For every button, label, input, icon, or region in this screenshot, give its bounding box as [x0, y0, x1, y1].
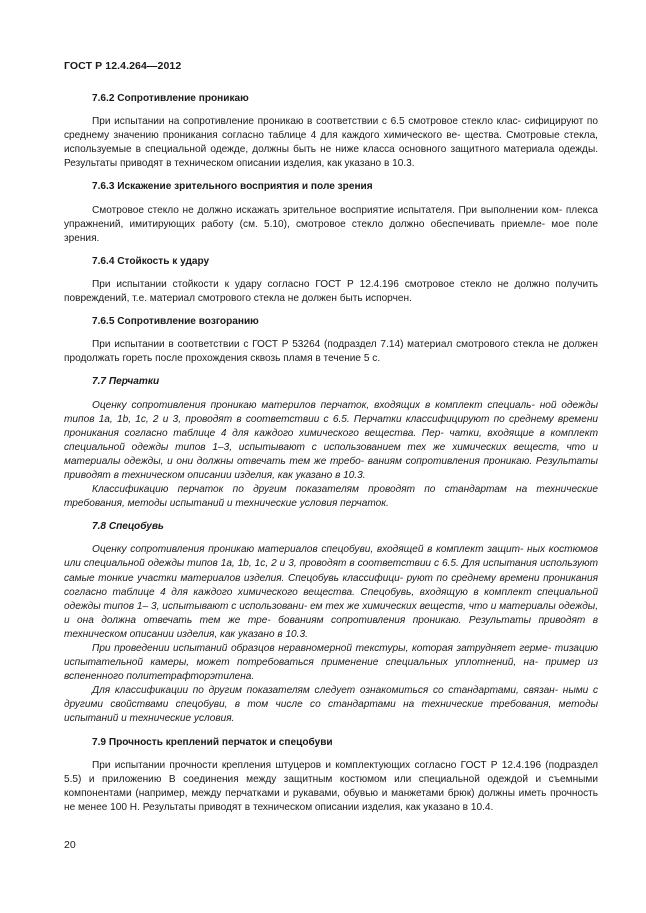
heading-7-6-2: 7.6.2 Сопротивление проникаю — [92, 93, 249, 104]
paragraph: При испытании на сопротивление проникаю в соответствии с 6.5 смотровое стекло клас- сифицируют по среднему значению проникания согласно таблице 4 для каждого химического ве- щества. Смотровые стекла, используемые в специальной одежде, должны быть не ниже класса основного защитного материала одежды. Результаты приводят в техническом описании изделия, как указано в 10.3. — [64, 116, 598, 170]
heading-7-6-5: 7.6.5 Сопротивление возгоранию — [92, 316, 259, 328]
paragraph: Оценку сопротивления проникаю материлов перчаток, входящих в комплект специаль- ной одежды типов 1а, 1b, 1с, 2 и 3, проводят в соответствии с 6.5. Перчатки классифицируют по среднему времени проникания согласно таблице 4 для каждого химического вещества. Пер- чатки, входящие в комплект специальной одежды типов 1–3, испытывают с использованием тех же химических веществ, что и материалы одежды, и они должны отвечать тем же требо- ваниям сопротивления проникаю. Результаты приводят в техническом описании изделия, как указано в 10.3. — [64, 399, 598, 481]
paragraph: При испытании в соответствии с ГОСТ Р 53264 (подраздел 7.14) материал смотрового стекла не должен продолжать гореть после прохождения сквозь пламя в течение 5 с. — [64, 339, 598, 365]
paragraph: При проведении испытаний образцов неравномерной текстуры, которая затрудняет герме- тизацию испытательной камеры, может потребоваться применение специальных уплотнений, на- пример из вспененного политетрафторэтилена. — [64, 643, 598, 683]
document-body — [64, 92, 598, 815]
paragraph: При испытании стойкости к удару согласно ГОСТ Р 12.4.196 смотровое стекло не должно получить повреждений, т.е. материал смотрового стекла не должен быть испорчен. — [64, 278, 598, 305]
paragraph: При испытании прочности крепления штуцеров и комплектующих согласно ГОСТ Р 12.4.196 (подраздел 5.5) и приложению В соединения между защитным костюмом или специальной одеждой и съемными компонентами (например, между перчатками и рукавами, обувью и манжетами брюк) должны иметь прочность не менее 100 Н. Результаты приводят в техническом описании изделия, как указано в 10.4. — [64, 759, 598, 813]
heading-7-7: 7.7 Перчатки — [92, 376, 160, 388]
paragraph: Классификацию перчаток по другим показателям проводят по стандартам на технические требования, методы испытаний и технические условия перчаток. — [64, 484, 598, 510]
paragraph: Смотровое стекло не должно искажать зрительное восприятие испытателя. При выполнении ком- плекса упражнений, имитирующих работу (см. 5.10), смотровое стекло должно обеспечивать приемле- мое поле зрения. — [64, 204, 598, 244]
page-number: 20 — [64, 839, 76, 851]
paragraph: Для классификации по другим показателям следует ознакомиться со стандартами, связан- ными с другими свойствами спецобуви, в том числе со стандартами на технические требования, методы испытаний и технические условия. — [64, 685, 598, 725]
standard-designation: ГОСТ Р 12.4.264—2012 — [64, 60, 182, 72]
paragraph: Оценку сопротивления проникаю материалов спецобуви, входящей в комплект защит- ных костюмов или специальной одежды типов 1а, 1b, 1с, 2 и 3, проводят в соответствии с 6.5. Для испытания используют самые тонкие участки материалов изделия. Спецобувь классифици- руют по среднему времени проникания согласно таблице 4 для каждого химического вещества. Спецобувь, входящую в комплект специальной одежды типов 1– 3, испытывают с использовани- ем тех же химических веществ, что и материалы одежды, и она должна отвечать тем же тре- бованиям сопротивления проникаю. Результаты приводят в техническом описании изделия, как указано в 10.3. — [64, 544, 598, 640]
heading-7-6-3: 7.6.3 Искажение зрительного восприятия и поле зрения — [92, 181, 373, 193]
heading-7-9: 7.9 Прочность креплений перчаток и спецобуви — [92, 736, 333, 748]
heading-7-8: 7.8 Спецобувь — [92, 521, 164, 533]
heading-7-6-4: 7.6.4 Стойкость к удару — [92, 255, 210, 267]
